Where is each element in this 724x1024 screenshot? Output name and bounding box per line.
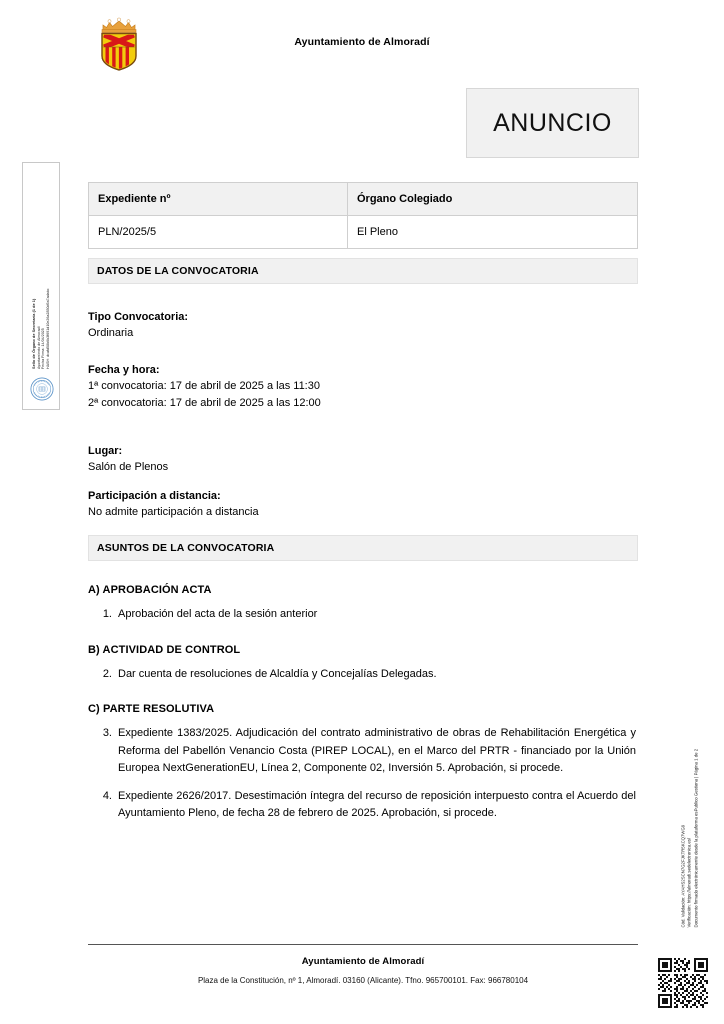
official-seal-icon [30, 377, 54, 401]
footer-organization: Ayuntamiento de Almoradí [301, 956, 425, 967]
field-value-lugar: Salón de Plenos [88, 461, 169, 473]
left-signature-text [32, 162, 50, 369]
anuncio-label: ANUNCIO [493, 108, 612, 137]
section-header-datos [88, 258, 638, 284]
agenda-list [88, 584, 638, 823]
signature-line-4: HASH: dcafd58b6b3f691d10e26a2850d9a7adabc [45, 288, 50, 369]
document-footer [88, 944, 638, 985]
list-item [102, 606, 638, 624]
section-header-asuntos [88, 535, 638, 561]
table-header-row [89, 183, 638, 216]
list-item [102, 725, 638, 778]
verification-url-line: Verificación: https://almoradi.sedelectronica.es/ [686, 837, 692, 928]
column-header-organo: Órgano Colegiado [348, 183, 638, 216]
agenda-item-1-number: 1. [102, 608, 112, 620]
field-value-tipo: Ordinaria [88, 327, 134, 339]
field-label-tipo: Tipo Convocatoria: [88, 311, 189, 323]
field-value-convocatoria-1: 1ª convocatoria: 17 de abril de 2025 a las 11:30 [88, 380, 320, 392]
validation-code-line: Cód. Validación: AYAHS2SCN7G2FJKTR5KCQ7WG9 [680, 824, 686, 928]
signature-line-1: Sello de Órgano de Secretaría (1 de 1) [31, 298, 36, 369]
field-label-participacion: Participación a distancia: [88, 490, 221, 502]
field-participacion-distancia [88, 488, 636, 521]
field-value-convocatoria-2: 2ª convocatoria: 17 de abril de 2025 a las 12:00 [88, 396, 321, 409]
field-lugar [88, 443, 636, 476]
expediente-table [88, 182, 638, 249]
signature-line-3: Fecha Firma: 14/04/2025 [41, 328, 45, 369]
column-header-expediente: Expediente nº [89, 183, 348, 216]
table-row [89, 216, 638, 249]
organization-title: Ayuntamiento de Almoradí [294, 36, 430, 48]
platform-signature-line: Documento firmado electrónicamente desde la plataforma esPublico Gestiona | Página 1 de 2 [693, 748, 699, 928]
agenda-item-4-text: Expediente 2626/2017. Desestimación íntegra del recurso de reposición interpuesto contra el Acuerdo del Ayuntamiento Pleno, de fecha 28 de febrero de 2025. Aprobación, si procede. [118, 789, 636, 819]
right-validation-text [680, 603, 699, 928]
agenda-item-3-text: Expediente 1383/2025. Adjudicación del contrato administrativo de obras de Rehabilitación Energética y Reforma del Pabellón Venancio Costa (PIREP LOCAL), en el Marco del PRTR - financiado por la Unión Europea NextGenerationEU, Línea 2, Componente 02, Inversión 5. Aprobación, si procede. [118, 727, 636, 774]
signature-line-2: Ayuntamiento de Almoradí [36, 326, 41, 369]
field-label-lugar: Lugar: [88, 445, 123, 457]
left-signature-stamp [22, 162, 60, 410]
list-item [102, 788, 638, 823]
agenda-item-3-number: 3. [102, 727, 112, 739]
right-validation-stamp [670, 600, 710, 930]
footer-address: Plaza de la Constitución, nº 1, Almoradí. 03160 (Alicante). Tfno. 965700101. Fax: 966780104 [197, 976, 529, 985]
cell-expediente-number: PLN/2025/5 [89, 216, 348, 249]
section-header-datos-label: DATOS DE LA CONVOCATORIA [97, 265, 259, 277]
agenda-item-2-number: 2. [102, 667, 112, 680]
cell-organo-value: El Pleno [348, 216, 638, 249]
field-label-fecha: Fecha y hora: [88, 364, 160, 376]
field-fecha-hora [88, 362, 636, 411]
document-header [86, 0, 638, 80]
agenda-group-b-heading: B) ACTIVIDAD DE CONTROL [88, 643, 241, 656]
section-header-asuntos-label: ASUNTOS DE LA CONVOCATORIA [97, 542, 275, 554]
list-item [102, 666, 638, 684]
document-body [86, 0, 638, 1024]
agenda-item-4-number: 4. [102, 789, 112, 802]
agenda-group-a-heading: A) APROBACIÓN ACTA [88, 584, 212, 596]
field-tipo-convocatoria [88, 309, 636, 342]
field-value-participacion: No admite participación a distancia [88, 506, 259, 518]
anuncio-badge [466, 88, 639, 158]
agenda-item-2-text: Dar cuenta de resoluciones de Alcaldía y Concejalías Delegadas. [118, 667, 437, 680]
qr-code-icon [658, 958, 708, 1008]
agenda-group-c-heading: C) PARTE RESOLUTIVA [88, 703, 215, 715]
agenda-item-1-text: Aprobación del acta de la sesión anterior [118, 608, 318, 620]
